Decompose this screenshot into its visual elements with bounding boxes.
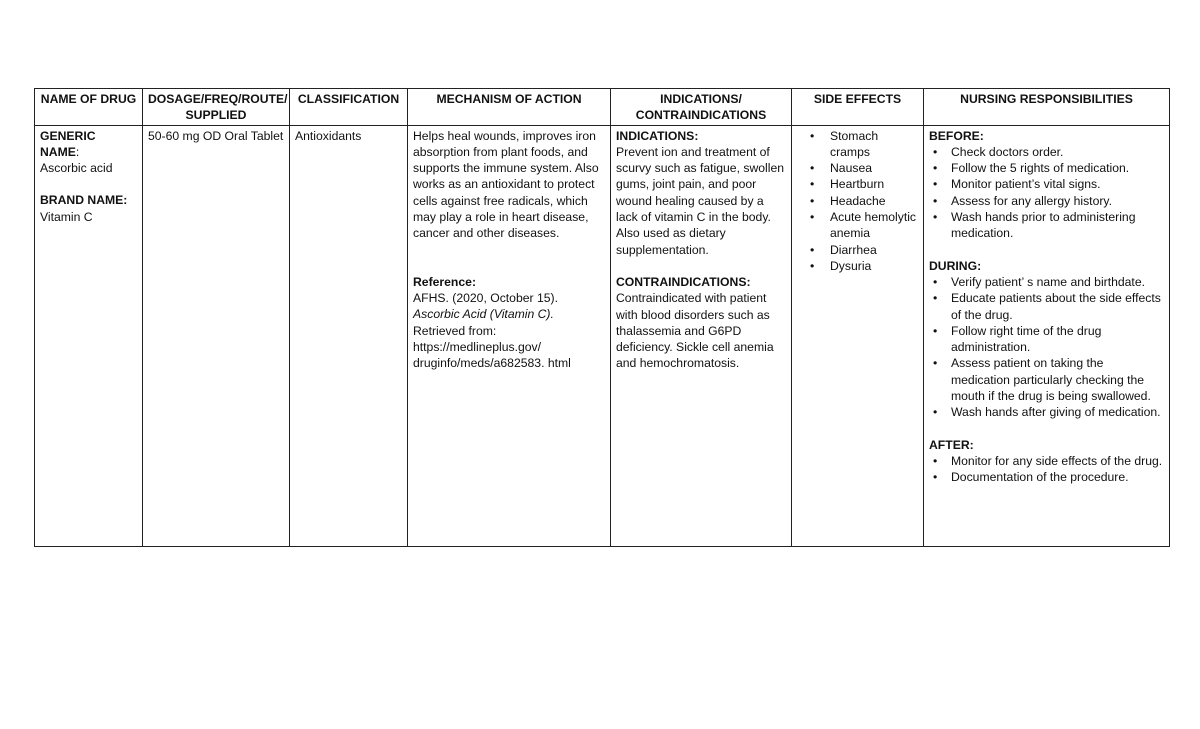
during-list [929, 274, 1164, 421]
header-indications-line2: CONTRAINDICATIONS [635, 108, 767, 123]
indications-text: Prevent ion and treatment of scurvy such as fatigue, swollen gums, joint pain, and poor wound healing caused by a lack of vitamin C in the body. Also used as dietary supplementation. [616, 144, 784, 257]
side-effect-item: • Diarrhea [830, 242, 918, 258]
contraindications-text: Contraindicated with patient with blood disorders such as thalassemia and G6PD deficiency. Sickle cell anemia and hemochromatosis. [616, 291, 774, 371]
side-effect-item: • Dysuria [830, 258, 918, 274]
before-item: • Follow the 5 rights of medication. [951, 160, 1164, 176]
before-item: • Wash hands prior to administering medication. [951, 209, 1164, 242]
before-item: • Assess for any allergy history. [951, 193, 1164, 209]
cell-dosage: 50-60 mg OD Oral Tablet [143, 125, 290, 546]
header-row [35, 89, 1170, 126]
header-mechanism: MECHANISM OF ACTION [408, 89, 611, 126]
during-item: • Verify patient’ s name and birthdate. [951, 274, 1164, 290]
cell-nursing [924, 125, 1170, 546]
side-effect-item: • Heartburn [830, 176, 918, 192]
header-dosage-line1: DOSAGE/FREQ/ROUTE/ [148, 92, 288, 106]
cell-classification: Antioxidants [290, 125, 408, 546]
drug-study-table [34, 88, 1170, 547]
brand-name-label: BRAND NAME: [40, 193, 128, 208]
cell-name-of-drug [35, 125, 143, 546]
indications-label: INDICATIONS: [616, 128, 699, 143]
cell-side-effects [792, 125, 924, 546]
during-item: • Assess patient on taking the medication particularly checking the mouth if the drug is being swallowed. [951, 355, 1164, 404]
during-item: • Wash hands after giving of medication. [951, 404, 1164, 420]
header-side-effects: SIDE EFFECTS [792, 89, 924, 126]
before-item: • Monitor patient’s vital signs. [951, 176, 1164, 192]
side-effect-item: • Headache [830, 193, 918, 209]
after-item: • Monitor for any side effects of the drug. [951, 453, 1164, 469]
header-dosage-line2: SUPPLIED [185, 108, 247, 123]
header-indications-line1: INDICATIONS/ [660, 92, 742, 106]
reference-label: Reference: [413, 274, 476, 289]
mechanism-text: Helps heal wounds, improves iron absorption from plant foods, and supports the immune system. Also works as an antioxidant to protect cells against free radicals, which may play a role in heart disease, cancer and other diseases. [413, 128, 599, 241]
after-list [929, 453, 1164, 486]
header-nursing: NURSING RESPONSIBILITIES [924, 89, 1170, 126]
side-effect-item: • Nausea [830, 160, 918, 176]
drug-row [35, 125, 1170, 546]
during-item: • Follow right time of the drug administration. [951, 323, 1164, 356]
generic-name-label: GENERIC NAME: [40, 128, 96, 159]
during-label: DURING: [929, 258, 982, 273]
reference-text: AFHS. (2020, October 15). Ascorbic Acid (Vitamin C). Retrieved from: https://medlineplus.gov/ druginfo/meds/a682583. html [413, 290, 571, 371]
before-label: BEFORE: [929, 128, 984, 143]
side-effect-item: • Acute hemolytic anemia [830, 209, 918, 242]
brand-name-value: Vitamin C [40, 209, 93, 224]
after-label: AFTER: [929, 437, 974, 452]
side-effect-item: • Stomach cramps [830, 128, 918, 161]
header-indications [611, 89, 792, 126]
cell-indications [611, 125, 792, 546]
contraindications-label: CONTRAINDICATIONS: [616, 274, 751, 289]
during-item: • Educate patients about the side effects of the drug. [951, 290, 1164, 323]
side-effects-list [797, 128, 918, 275]
header-name-of-drug: NAME OF DRUG [35, 89, 143, 126]
before-item: • Check doctors order. [951, 144, 1164, 160]
after-item: • Documentation of the procedure. [951, 469, 1164, 485]
before-list [929, 144, 1164, 242]
header-classification: CLASSIFICATION [290, 89, 408, 126]
generic-name-value: Ascorbic acid [40, 161, 113, 176]
header-dosage [143, 89, 290, 126]
cell-mechanism [408, 125, 611, 546]
